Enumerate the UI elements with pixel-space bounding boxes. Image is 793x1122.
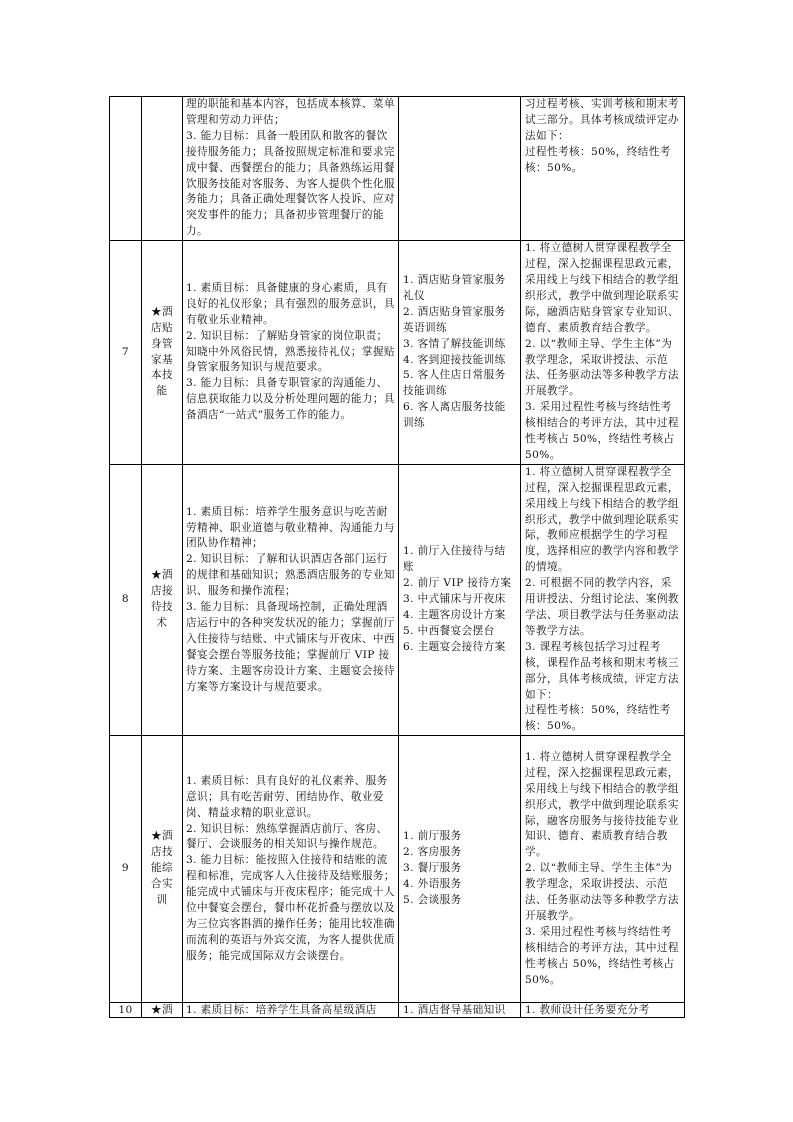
row-number-cell	[110, 464, 142, 735]
goal-item: 2. 知识目标：了解和认识酒店各部门运行的规律和基础知识；熟悉酒店服务的专业知识、服务和操作流程；	[186, 553, 395, 598]
document-page	[109, 96, 684, 1018]
content-item: 6. 主题宴会接待方案	[403, 640, 506, 653]
curriculum-table	[109, 96, 685, 1018]
course-name: ★酒店贴身管家基本技能	[151, 305, 173, 398]
goal-item: 3. 能力目标：具备一般团队和散客的餐饮接待服务能力；具备按照规定标准和要求完成中餐、西餐摆台的能力；具备熟练运用餐饮服务技能对客服务、为客人提供个性化服务能力；具备正确处理餐饮客人投诉、应对突发事件的能力；具备初步管理餐厅的能力。	[186, 129, 395, 238]
teaching-requirements-cell	[521, 464, 685, 735]
content-item: 3. 餐厅服务	[403, 862, 462, 875]
course-name: ★酒店技能综合实训	[151, 830, 173, 907]
requirement-item: 习过程考核、实训考核和期末考试三部分。具体考核成绩评定办法如下：	[525, 98, 679, 142]
course-name-cell	[142, 464, 183, 735]
requirement-item: 3. 课程考核包括学习过程考核，课程作品考核和期末考核三部分，具体考核成绩，评定方法如下：	[525, 640, 679, 701]
content-item: 4. 主题客房设计方案	[403, 609, 506, 621]
teaching-requirements-cell	[521, 241, 685, 465]
row-number-cell	[110, 736, 142, 1003]
requirement-item: 1. 将立德树人贯穿课程教学全过程，深入挖掘课程思政元素，采用线上与线下相结合的教学组织形式，教学中做到理论联系实际，融酒店贴身管家专业知识、德育、素质教育结合教学。	[525, 242, 679, 334]
row-number: 7	[121, 345, 130, 358]
course-goals-cell	[183, 97, 399, 241]
requirement-item: 1. 将立德树人贯穿课程教学全过程，深入挖掘课程思政元素，采用线上与线下相结合的教学组织形式，教学中做到理论联系实际，教师应根据学生的学习程度，选择相应的教学内容和教学的情境。	[525, 465, 679, 574]
goal-item: 1. 素质目标：培养学生具备高星级酒店	[186, 1004, 377, 1017]
course-content-cell	[399, 736, 521, 1003]
requirement-item: 1. 将立德树人贯穿课程教学全过程，深入挖掘课程思政元素，采用线上与线下相结合的教学组织形式，教学中做到理论联系实际，融客房服务与接待技能专业知识、德育、素质教育结合教学。	[525, 750, 679, 859]
content-item: 2. 前厅 VIP 接待方案	[403, 577, 512, 590]
requirement-item: 1. 教师设计任务要充分考	[525, 1004, 650, 1017]
course-name: ★酒店接待技术	[151, 569, 173, 629]
requirement-item: 2. 以“教师主导、学生主体”为教学理念，采取讲授法、示范法、任务驱动法等多种教学方法开展教学。	[525, 337, 679, 398]
requirement-item: 3. 采用过程性考核与终结性考核相结合的考评方法，其中过程性考核占 50%，终结性考核占 50%。	[525, 925, 679, 986]
table-row	[110, 1003, 685, 1018]
table-row	[110, 464, 685, 735]
row-number-cell	[110, 1003, 142, 1018]
content-item: 2. 客房服务	[403, 846, 462, 859]
course-name-cell	[142, 736, 183, 1003]
teaching-requirements-cell	[521, 736, 685, 1003]
row-number: 9	[121, 862, 130, 875]
goal-item: 3. 能力目标：具备专职管家的沟通能力、信息获取能力以及分析处理问题的能力；具备酒店“一站式”服务工作的能力。	[186, 377, 395, 422]
goal-item: 2. 知识目标：了解贴身管家的岗位职责；知晓中外风俗民情，熟悉接待礼仪；掌握贴身管家服务知识与规范要求。	[186, 329, 395, 374]
row-number: 8	[121, 593, 130, 606]
content-item: 1. 前厅入住接待与结账	[403, 545, 506, 574]
goal-item: 1. 素质目标：具备健康的身心素质，具有良好的礼仪形象；具有强烈的服务意识，具有敬业乐业精神。	[186, 281, 395, 326]
table-row	[110, 241, 685, 465]
course-name: ★酒	[151, 1004, 173, 1017]
row-number-cell	[110, 241, 142, 465]
content-item: 1. 酒店督导基础知识	[403, 1004, 506, 1017]
content-item: 6. 客人离店服务技能训练	[403, 401, 506, 430]
teaching-requirements-cell	[521, 97, 685, 241]
course-goals-cell	[183, 1003, 399, 1018]
requirement-item: 2. 可根据不同的教学内容，采用讲授法、分组讨论法、案例教学法、项目教学法与任务驱动法等教学方法。	[525, 577, 679, 637]
course-goals-cell	[183, 241, 399, 465]
requirement-item: 2. 以“教师主导、学生主体”为教学理念，采取讲授法、示范法、任务驱动法等多种教学方法开展教学。	[525, 862, 679, 923]
content-item: 5. 会谈服务	[403, 894, 462, 907]
content-item: 2. 酒店贴身管家服务英语训练	[403, 305, 506, 334]
course-content-cell	[399, 241, 521, 465]
course-name-cell	[142, 1003, 183, 1018]
table-row	[110, 736, 685, 1003]
table-row	[110, 97, 685, 241]
content-item: 5. 中西餐宴会摆台	[403, 624, 495, 637]
content-item: 4. 客到迎接技能训练	[403, 353, 506, 366]
requirement-item: 过程性考核：50%，终结性考核：50%。	[525, 145, 671, 174]
content-item: 5. 客人住店日常服务技能训练	[403, 369, 506, 398]
content-item: 3. 中式铺床与开夜床	[403, 593, 506, 606]
goal-item: 1. 素质目标：具有良好的礼仪素养、服务意识；具有吃苦耐劳、团结协作、敬业爱岗、精益求精的职业意识。	[186, 774, 388, 819]
teaching-requirements-cell	[521, 1003, 685, 1018]
course-content-cell	[399, 1003, 521, 1018]
goal-item: 3. 能力目标：能按照入住接待和结账的流程和标准，完成客人入住接待及结账服务；能完成中式铺床与开夜床程序；能完成十人位中餐宴会摆台，餐巾杯花折叠与摆放以及为三位宾客斟酒的操作任务；能用比较准确而流利的英语与外宾交流，为客人提供优质服务；能完成国际双方会谈摆台。	[186, 854, 395, 962]
row-number: 10	[118, 1004, 133, 1017]
row-number-cell	[110, 97, 142, 241]
goal-item: 理的职能和基本内容，包括成本核算、菜单管理和劳动力评估；	[186, 98, 395, 126]
content-item: 4. 外语服务	[403, 878, 462, 891]
course-goals-cell	[183, 464, 399, 735]
content-item: 1. 前厅服务	[403, 830, 462, 843]
course-content-cell	[399, 464, 521, 735]
goal-item: 1. 素质目标：培养学生服务意识与吃苦耐劳精神、职业道德与敬业精神、沟通能力与团队协作精神；	[186, 505, 395, 550]
goal-item: 2. 知识目标：熟练掌握酒店前厅、客房、餐厅、会谈服务的相关知识与操作规范。	[186, 822, 388, 851]
course-goals-cell	[183, 736, 399, 1003]
course-name-cell	[142, 97, 183, 241]
goal-item: 3. 能力目标：具备现场控制，正确处理酒店运行中的各种突发状况的能力；掌握前厅入住接待与结账、中式铺床与开夜床、中西餐宴会摆台等服务技能；掌握前厅 VIP 接待方案、主题客房设计方案、主题宴会接待方案等方案设计与规范要求。	[186, 601, 395, 693]
content-item: 3. 客情了解技能训练	[403, 337, 506, 350]
course-content-cell	[399, 97, 521, 241]
requirement-item: 3. 采用过程性考核与终结性考核相结合的考评方法，其中过程性考核占 50%，终结性考核占 50%。	[525, 401, 679, 461]
content-item: 1. 酒店贴身管家服务礼仪	[403, 273, 506, 302]
requirement-item: 过程性考核：50%，终结性考核：50%。	[525, 704, 671, 733]
course-name-cell	[142, 241, 183, 465]
